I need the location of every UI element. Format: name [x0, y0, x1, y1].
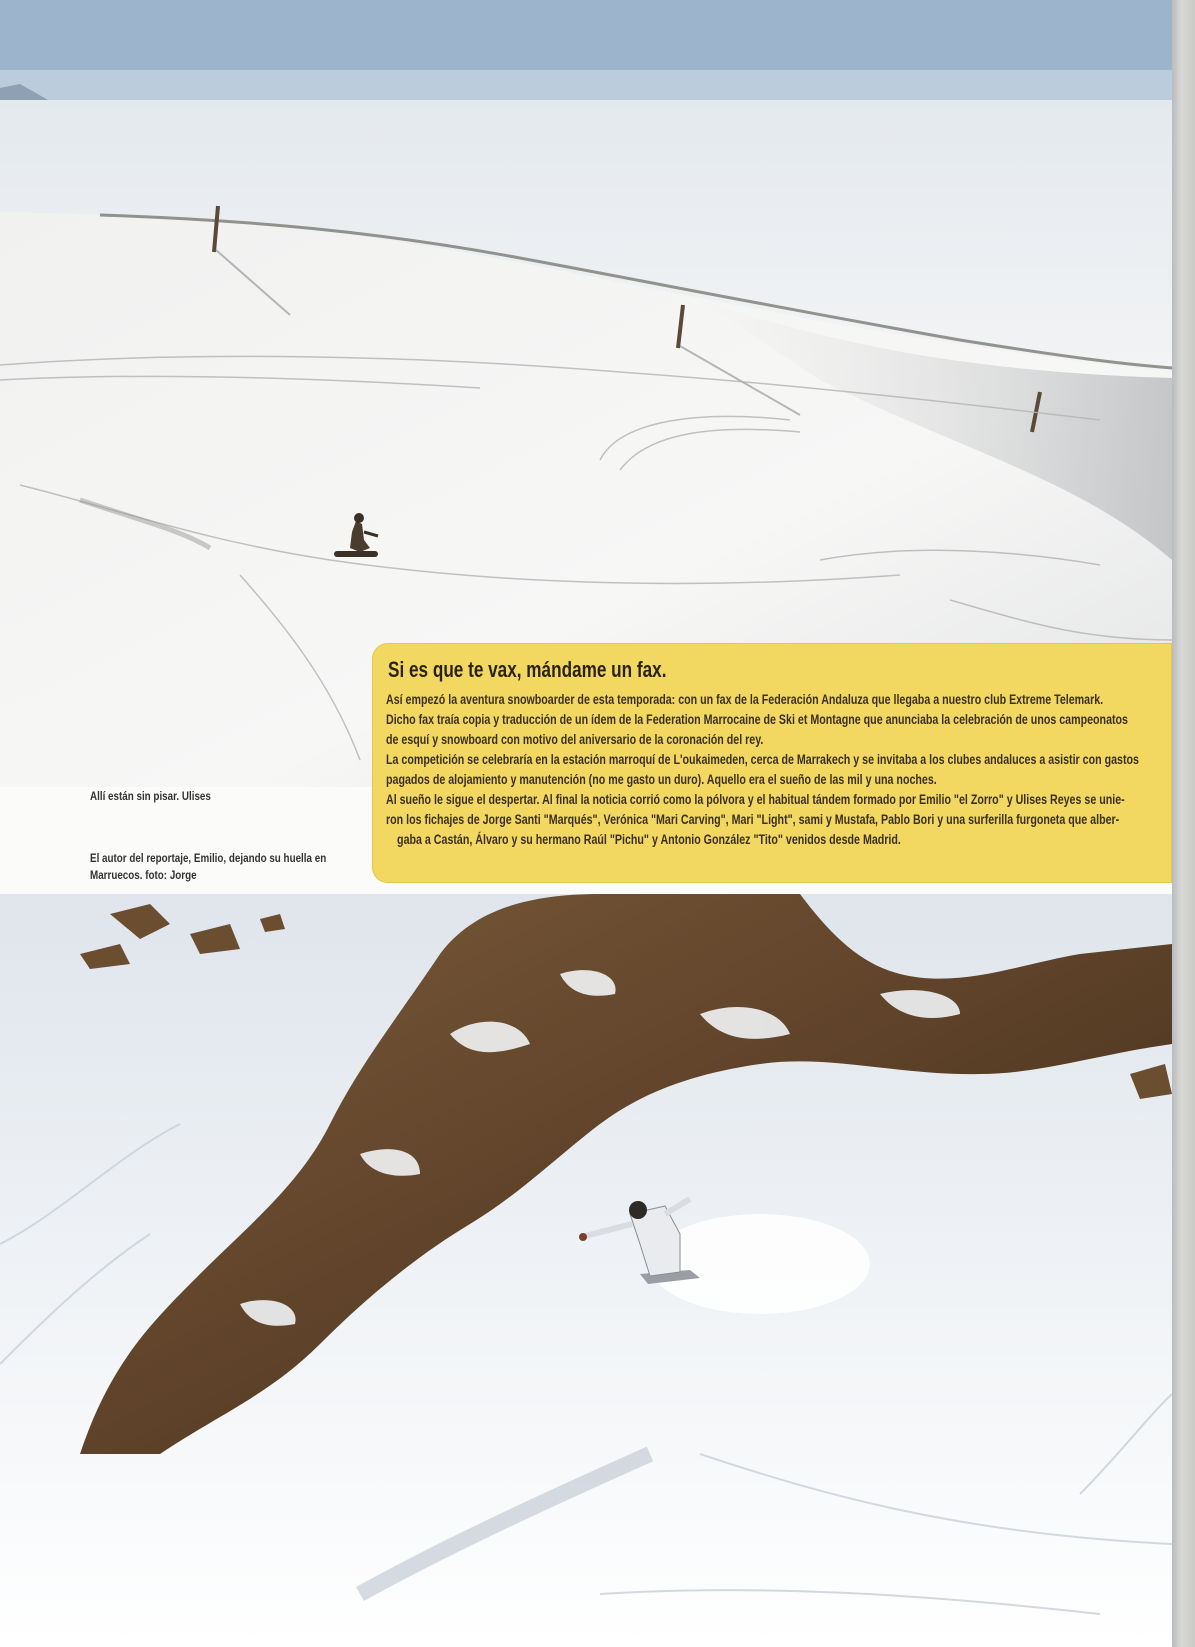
page-gutter [1172, 0, 1195, 1647]
article-line: de esquí y snowboard con motivo del aniversario de la coronación del rey. [386, 732, 764, 747]
article-line: Así empezó la aventura snowboarder de esta temporada: con un fax de la Federación Andaluza que llegaba a nuestro club Extreme Telemark. [386, 692, 1104, 707]
article-line: Dicho fax traía copia y traducción de un ídem de la Federation Marrocaine de Ski et Montagne que anunciaba la celebración de unos campeonatos [386, 712, 1128, 727]
article-line: Al sueño le sigue el despertar. Al final la noticia corrió como la pólvora y el habitual tándem formado por Emilio "el Zorro" y Ulises Reyes se unie- [386, 792, 1125, 807]
top-photo-caption: Allí están sin pisar. Ulises [90, 789, 211, 803]
article-line: pagados de alojamiento y manutención (no me gasto un duro). Aquello era el sueño de las mil y una noches. [386, 772, 937, 787]
article-body [386, 690, 1144, 850]
bottom-photo-caption: El autor del reportaje, Emilio, dejando su huella en Marruecos. foto: Jorge [90, 851, 327, 882]
article-line: gaba a Castán, Álvaro y su hermano Raúl "Pichu" y Antonio González "Tito" venidos desde Madrid. [397, 832, 901, 847]
bottom-photo-illustration [0, 894, 1172, 1647]
article-title: Si es que te vax, mándame un fax. [388, 657, 667, 682]
bottom-photo [0, 894, 1172, 1647]
article-line: ron los fichajes de Jorge Santi "Marqués", Verónica "Mari Carving", Mari "Light", sami y Mustafa, Pablo Bori y una surferilla furgoneta que alber- [386, 812, 1120, 827]
fax-article-box [372, 643, 1172, 883]
article-line: La competición se celebraría en la estación marroquí de L'oukaimeden, cerca de Marrakech y se invitaba a los clubes andaluces a asistir con gastos [386, 752, 1139, 767]
powder-spray [650, 1214, 870, 1314]
